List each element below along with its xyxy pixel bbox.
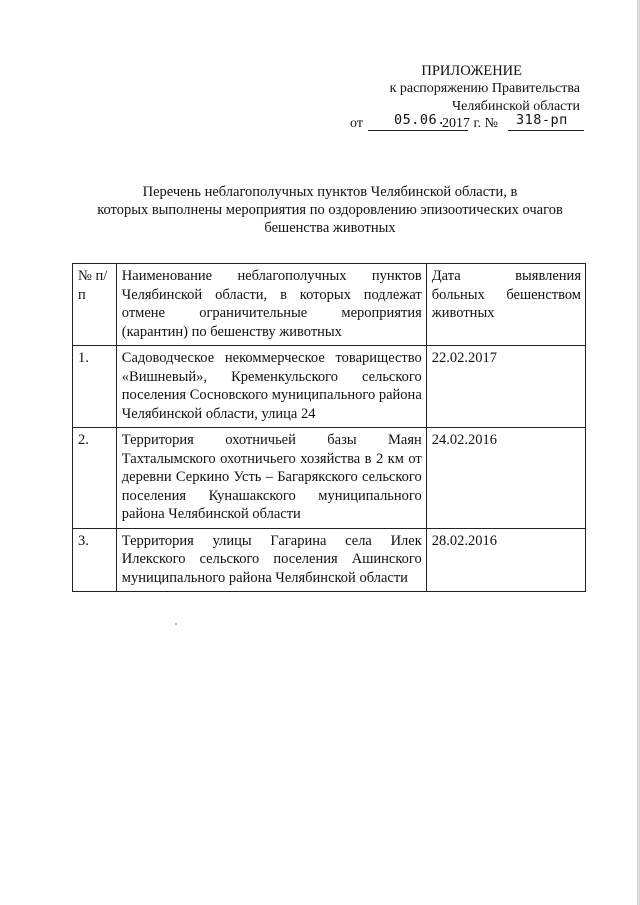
row-num: 3.	[73, 528, 117, 592]
table-row	[73, 428, 586, 529]
row-name: Территория улицы Гагарина села Илек Илекского сельского поселения Ашинского муниципального района Челябинской области	[116, 528, 426, 592]
appendix-title: ПРИЛОЖЕНИЕ	[421, 63, 522, 79]
handwritten-number: 318-рп	[516, 112, 568, 128]
table-row	[73, 346, 586, 428]
handwritten-date: 05.06.	[394, 112, 446, 128]
row-date: 24.02.2016	[426, 428, 585, 529]
document-reference	[338, 114, 588, 134]
list-title-line-1: Перечень неблагополучных пунктов Челябинской области, в	[142, 184, 518, 200]
number-underline	[508, 130, 584, 131]
list-title	[70, 183, 590, 237]
from-label: от	[350, 116, 363, 131]
list-title-line-2: которых выполнены мероприятия по оздоровлению эпизоотических очагов	[97, 202, 563, 218]
row-date: 22.02.2017	[426, 346, 585, 428]
row-date: 28.02.2016	[426, 528, 585, 592]
header-num: № п/п	[73, 264, 117, 346]
year-label: 2017 г. №	[442, 116, 499, 131]
scan-speck	[175, 623, 177, 625]
table-header-row	[73, 264, 586, 346]
appendix-header	[340, 62, 580, 116]
appendix-line-2: Челябинской области	[452, 99, 580, 114]
table-row	[73, 528, 586, 592]
header-date: Дата выявления больных бешенством животных	[426, 264, 585, 346]
list-title-line-3: бешенства животных	[264, 220, 396, 236]
infected-locations-table	[72, 263, 586, 592]
row-num: 1.	[73, 346, 117, 428]
row-name: Садоводческое некоммерческое товарищество «Вишневый», Кременкульского сельского поселения Сосновского муниципального района Челябинской области, улица 24	[116, 346, 426, 428]
appendix-line-1: к распоряжению Правительства	[389, 81, 580, 96]
header-name: Наименование неблагополучных пунктов Челябинской области, в которых подлежат отмене ограничительные мероприятия (карантин) по бешенству животных	[116, 264, 426, 346]
row-name: Территория охотничьей базы Маян Тахталымского охотничьего хозяйства в 2 км от деревни Серкино Усть – Багарякского сельского поселения Кунашакского муниципального района Челябинской области	[116, 428, 426, 529]
row-num: 2.	[73, 428, 117, 529]
